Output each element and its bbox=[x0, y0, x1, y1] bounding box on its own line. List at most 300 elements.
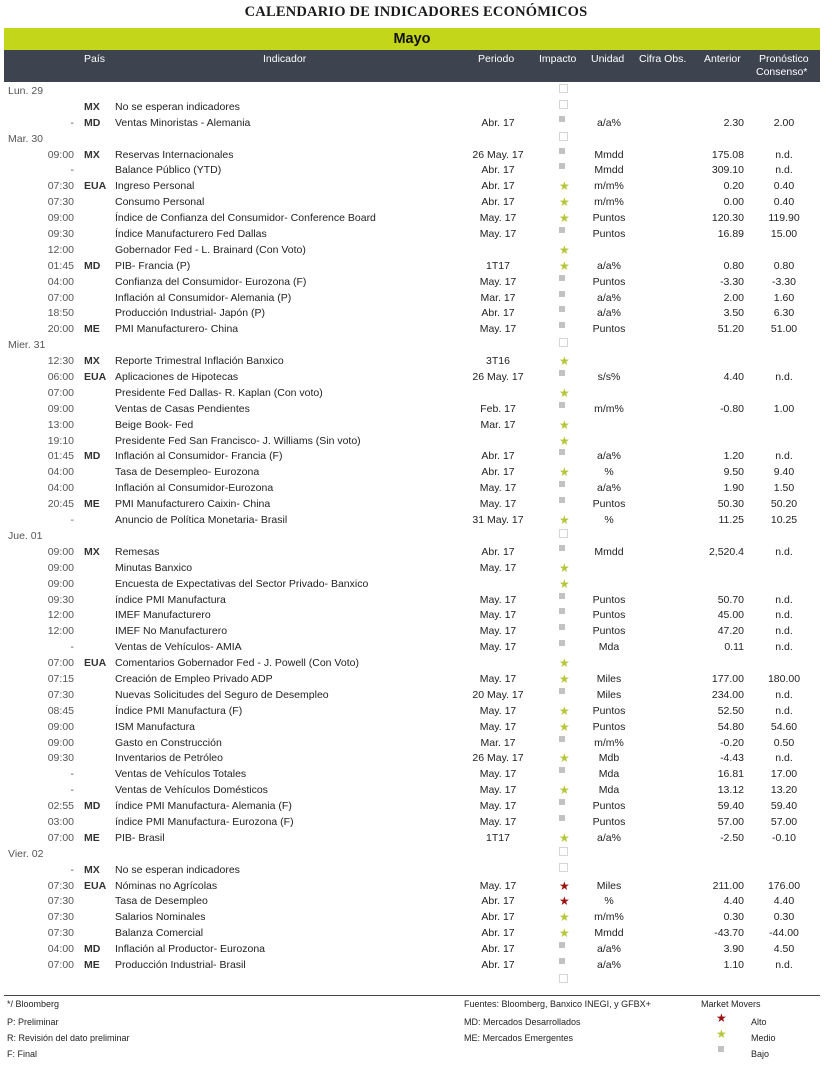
indicator-cell: No se esperan indicadores bbox=[115, 100, 240, 113]
table-row bbox=[0, 402, 832, 418]
forecast-cell: -3.30 bbox=[772, 275, 796, 288]
impact-low-square-icon bbox=[559, 449, 565, 455]
unit-cell: % bbox=[604, 514, 614, 527]
header-impacto: Impacto bbox=[539, 53, 577, 65]
impact-low-square-icon bbox=[559, 481, 565, 487]
previous-value-cell: -3.30 bbox=[720, 275, 744, 288]
table-row bbox=[0, 513, 832, 529]
period-cell: May. 17 bbox=[479, 482, 517, 495]
forecast-cell: 2.00 bbox=[773, 116, 795, 129]
indicator-cell: Balanza Comercial bbox=[115, 927, 204, 940]
header-anterior: Anterior bbox=[704, 53, 741, 65]
time-cell: 12:30 bbox=[47, 355, 74, 368]
impact-low-square-icon bbox=[559, 593, 565, 599]
table-row bbox=[0, 211, 832, 227]
forecast-cell: 57.00 bbox=[770, 815, 798, 828]
impact-low-square-icon bbox=[559, 815, 565, 821]
unit-cell: a/a% bbox=[597, 450, 621, 463]
impact-low-square-icon bbox=[559, 322, 565, 328]
country-cell: MX bbox=[84, 545, 100, 558]
indicator-cell: Ventas de Vehículos Domésticos bbox=[115, 784, 268, 797]
previous-value-cell: -2.50 bbox=[720, 831, 744, 844]
table-row bbox=[0, 370, 832, 386]
time-cell: 20:00 bbox=[47, 323, 74, 336]
time-cell: - bbox=[70, 116, 74, 129]
forecast-cell: n.d. bbox=[775, 958, 793, 971]
time-cell: 07:30 bbox=[47, 688, 74, 701]
impact-medium-star-icon: ★ bbox=[559, 671, 570, 686]
header-pronostico: Pronóstico bbox=[759, 53, 809, 65]
time-cell: 07:00 bbox=[47, 291, 74, 304]
indicator-cell: Ventas de Casas Pendientes bbox=[115, 402, 250, 415]
time-cell: 04:00 bbox=[47, 275, 74, 288]
table-row bbox=[0, 195, 832, 211]
country-cell: MD bbox=[84, 450, 101, 463]
impact-medium-star-icon: ★ bbox=[559, 719, 570, 734]
indicator-cell: No se esperan indicadores bbox=[115, 863, 240, 876]
time-cell: 07:30 bbox=[47, 196, 74, 209]
period-cell: Mar. 17 bbox=[480, 736, 516, 749]
unit-cell: Mda bbox=[598, 768, 620, 781]
period-cell: Abr. 17 bbox=[481, 164, 515, 177]
day-label: Mier. 31 bbox=[8, 339, 46, 352]
header-periodo: Periodo bbox=[478, 53, 515, 65]
country-cell: MD bbox=[84, 800, 101, 813]
impact-empty-box-icon bbox=[559, 132, 568, 141]
legend-medium-label: Medio bbox=[751, 1033, 776, 1043]
indicator-cell: Nóminas no Agrícolas bbox=[115, 879, 218, 892]
header-unidad: Unidad bbox=[591, 53, 625, 65]
previous-value-cell: 51.20 bbox=[717, 323, 744, 336]
footnote-final: F: Final bbox=[7, 1049, 38, 1059]
unit-cell: Puntos bbox=[592, 625, 626, 638]
impact-low-square-icon bbox=[559, 767, 565, 773]
time-cell: - bbox=[70, 784, 74, 797]
country-cell: ME bbox=[84, 323, 100, 336]
indicator-cell: Producción Industrial- Japón (P) bbox=[115, 307, 265, 320]
forecast-cell: 4.50 bbox=[773, 943, 795, 956]
period-cell: Mar. 17 bbox=[480, 418, 516, 431]
table-row bbox=[0, 831, 832, 847]
previous-value-cell: 59.40 bbox=[717, 800, 744, 813]
table-row bbox=[0, 751, 832, 767]
unit-cell: s/s% bbox=[597, 371, 621, 384]
time-cell: 07:30 bbox=[47, 911, 74, 924]
impact-medium-star-icon: ★ bbox=[559, 417, 570, 432]
previous-value-cell: 4.40 bbox=[723, 371, 744, 384]
table-row bbox=[0, 465, 832, 481]
impact-empty-box-icon bbox=[559, 338, 568, 347]
table-row bbox=[0, 767, 832, 783]
table-row bbox=[0, 497, 832, 513]
period-cell: May. 17 bbox=[479, 275, 517, 288]
time-cell: 19:10 bbox=[47, 434, 74, 447]
country-cell: EUA bbox=[84, 879, 107, 892]
table-row bbox=[0, 148, 832, 164]
indicator-cell: Consumo Personal bbox=[115, 196, 205, 209]
table-row bbox=[0, 306, 832, 322]
table-row bbox=[0, 926, 832, 942]
previous-value-cell: 3.50 bbox=[723, 307, 744, 320]
legend-low-square-icon bbox=[718, 1046, 724, 1052]
indicator-table bbox=[0, 84, 832, 990]
time-cell: - bbox=[70, 514, 74, 527]
table-row bbox=[0, 163, 832, 179]
country-cell: ME bbox=[84, 831, 100, 844]
day-header-row bbox=[0, 847, 832, 863]
indicator-cell: Confianza del Consumidor- Eurozona (F) bbox=[115, 275, 307, 288]
forecast-cell: 59.40 bbox=[770, 800, 798, 813]
header-consenso: Consenso* bbox=[756, 66, 808, 78]
indicator-cell: Índice PMI Manufactura (F) bbox=[115, 704, 243, 717]
previous-value-cell: 1.10 bbox=[723, 958, 744, 971]
indicator-cell: Anuncio de Política Monetaria- Brasil bbox=[115, 514, 288, 527]
impact-low-square-icon bbox=[559, 116, 565, 122]
forecast-cell: n.d. bbox=[775, 625, 793, 638]
previous-value-cell: 11.25 bbox=[718, 514, 744, 527]
impact-medium-star-icon: ★ bbox=[559, 560, 570, 575]
time-cell: 07:15 bbox=[47, 672, 74, 685]
impact-medium-star-icon: ★ bbox=[559, 910, 570, 925]
time-cell: 04:00 bbox=[47, 466, 74, 479]
forecast-cell: 13.20 bbox=[770, 784, 798, 797]
previous-value-cell: 54.80 bbox=[717, 720, 744, 733]
header-indicador: Indicador bbox=[263, 53, 307, 65]
impact-empty-box-icon bbox=[559, 974, 568, 983]
table-row bbox=[0, 608, 832, 624]
table-row bbox=[0, 434, 832, 450]
forecast-cell: n.d. bbox=[775, 593, 793, 606]
table-row bbox=[0, 815, 832, 831]
time-cell: 07:30 bbox=[47, 879, 74, 892]
forecast-cell: 0.30 bbox=[773, 911, 795, 924]
period-cell: 20 May. 17 bbox=[472, 688, 524, 701]
table-row bbox=[0, 243, 832, 259]
previous-value-cell: 16.89 bbox=[717, 228, 744, 241]
unit-cell: Mmdd bbox=[594, 927, 624, 940]
table-row bbox=[0, 736, 832, 752]
forecast-cell: 1.00 bbox=[773, 402, 795, 415]
impact-empty-box-icon bbox=[559, 863, 568, 872]
period-cell: Feb. 17 bbox=[480, 402, 516, 415]
table-row bbox=[0, 545, 832, 561]
table-row bbox=[0, 688, 832, 704]
time-cell: 12:00 bbox=[47, 609, 74, 622]
footer-divider bbox=[4, 995, 820, 996]
indicator-cell: Reporte Trimestral Inflación Banxico bbox=[115, 355, 284, 368]
indicator-cell: Producción Industrial- Brasil bbox=[115, 958, 246, 971]
previous-value-cell: 1.20 bbox=[723, 450, 744, 463]
unit-cell: Mdb bbox=[598, 752, 620, 765]
period-cell: Abr. 17 bbox=[481, 927, 515, 940]
unit-cell: Puntos bbox=[592, 609, 626, 622]
day-label: Jue. 01 bbox=[8, 529, 43, 542]
footnote-bloomberg: */ Bloomberg bbox=[7, 999, 60, 1009]
unit-cell: Mmdd bbox=[594, 148, 624, 161]
day-header-row bbox=[0, 84, 832, 100]
impact-low-square-icon bbox=[559, 163, 565, 169]
period-cell: May. 17 bbox=[479, 800, 517, 813]
time-cell: 07:00 bbox=[47, 657, 74, 670]
period-cell: Abr. 17 bbox=[481, 116, 515, 129]
day-header-row bbox=[0, 529, 832, 545]
previous-value-cell: 13.12 bbox=[717, 784, 744, 797]
impact-low-square-icon bbox=[559, 958, 565, 964]
period-cell: May. 17 bbox=[479, 768, 517, 781]
impact-medium-star-icon: ★ bbox=[559, 258, 570, 273]
unit-cell: Puntos bbox=[592, 275, 626, 288]
country-cell: MX bbox=[84, 355, 100, 368]
indicator-cell: Balance Público (YTD) bbox=[115, 164, 222, 177]
period-cell: 1T17 bbox=[486, 259, 510, 272]
forecast-cell: 10.25 bbox=[770, 514, 798, 527]
forecast-cell: -44.00 bbox=[769, 927, 799, 940]
unit-cell: a/a% bbox=[597, 307, 621, 320]
previous-value-cell: -43.70 bbox=[714, 927, 744, 940]
table-row bbox=[0, 704, 832, 720]
previous-value-cell: 0.30 bbox=[723, 911, 744, 924]
time-cell: 20:45 bbox=[47, 498, 74, 511]
impact-low-square-icon bbox=[559, 402, 565, 408]
table-row bbox=[0, 799, 832, 815]
table-row bbox=[0, 910, 832, 926]
header-cifra-obs: Cifra Obs. bbox=[639, 53, 687, 65]
footnote-revision: R: Revisión del dato preliminar bbox=[7, 1033, 130, 1043]
table-row bbox=[0, 958, 832, 974]
table-row bbox=[0, 640, 832, 656]
time-cell: 08:45 bbox=[47, 704, 74, 717]
forecast-cell: 54.60 bbox=[770, 720, 798, 733]
indicator-cell: Ventas Minoristas - Alemania bbox=[115, 116, 251, 129]
impact-medium-star-icon: ★ bbox=[559, 179, 570, 194]
impact-medium-star-icon: ★ bbox=[559, 385, 570, 400]
period-cell: May. 17 bbox=[479, 323, 517, 336]
country-cell: MX bbox=[84, 863, 100, 876]
day-label: Vier. 02 bbox=[8, 847, 44, 860]
period-cell: May. 17 bbox=[479, 625, 517, 638]
period-cell: May. 17 bbox=[479, 228, 517, 241]
day-label: Lun. 29 bbox=[8, 85, 44, 97]
time-cell: - bbox=[70, 641, 74, 654]
table-row bbox=[0, 672, 832, 688]
forecast-cell: n.d. bbox=[775, 148, 793, 161]
time-cell: 01:45 bbox=[47, 259, 74, 272]
unit-cell: Mda bbox=[598, 641, 620, 654]
table-row bbox=[0, 942, 832, 958]
impact-medium-star-icon: ★ bbox=[559, 576, 570, 591]
impact-empty-box-icon bbox=[559, 847, 568, 856]
table-row bbox=[0, 879, 832, 895]
indicator-cell: Ventas de Vehículos Totales bbox=[115, 768, 247, 781]
previous-value-cell: 175.08 bbox=[711, 148, 744, 161]
forecast-cell: n.d. bbox=[775, 688, 793, 701]
indicator-cell: IMEF Manufacturero bbox=[115, 609, 211, 622]
previous-value-cell: 2.30 bbox=[723, 116, 744, 129]
table-row bbox=[0, 894, 832, 910]
forecast-cell: 15.00 bbox=[770, 228, 798, 241]
unit-cell: Mmdd bbox=[594, 545, 624, 558]
forecast-cell: n.d. bbox=[775, 545, 793, 558]
table-row bbox=[0, 561, 832, 577]
impact-low-square-icon bbox=[559, 736, 565, 742]
forecast-cell: n.d. bbox=[775, 752, 793, 765]
forecast-cell: n.d. bbox=[775, 609, 793, 622]
country-cell: MX bbox=[84, 100, 100, 113]
time-cell: - bbox=[70, 863, 74, 876]
time-cell: 09:00 bbox=[47, 577, 74, 590]
unit-cell: m/m% bbox=[594, 402, 624, 415]
period-cell: May. 17 bbox=[479, 784, 517, 797]
footnote-preliminar: P: Preliminar bbox=[7, 1017, 59, 1027]
time-cell: 13:00 bbox=[47, 418, 74, 431]
period-cell: Abr. 17 bbox=[481, 466, 515, 479]
time-cell: 07:00 bbox=[47, 958, 74, 971]
day-label: Mar. 30 bbox=[8, 132, 44, 145]
forecast-cell: 17.00 bbox=[770, 768, 798, 781]
impact-low-square-icon bbox=[559, 799, 565, 805]
unit-cell: Puntos bbox=[592, 323, 626, 336]
legend-low-label: Bajo bbox=[751, 1049, 770, 1059]
unit-cell: Puntos bbox=[592, 212, 626, 225]
previous-value-cell: 50.70 bbox=[717, 593, 744, 606]
previous-value-cell: 0.00 bbox=[723, 196, 744, 209]
month-band: Mayo bbox=[4, 28, 820, 50]
previous-value-cell: 57.00 bbox=[717, 815, 744, 828]
table-row bbox=[0, 275, 832, 291]
indicator-cell: Inflación al Consumidor- Francia (F) bbox=[115, 450, 283, 463]
impact-medium-star-icon: ★ bbox=[559, 830, 570, 845]
forecast-cell: n.d. bbox=[775, 164, 793, 177]
unit-cell: Puntos bbox=[592, 720, 626, 733]
table-row bbox=[0, 418, 832, 434]
time-cell: 18:50 bbox=[47, 307, 74, 320]
indicator-cell: Inflación al Consumidor-Eurozona bbox=[115, 482, 274, 495]
table-row bbox=[0, 116, 832, 132]
period-cell: 3T16 bbox=[486, 355, 510, 368]
unit-cell: Mmdd bbox=[594, 164, 624, 177]
country-cell: MD bbox=[84, 116, 101, 129]
unit-cell: Puntos bbox=[592, 593, 626, 606]
table-row bbox=[0, 593, 832, 609]
time-cell: 09:30 bbox=[47, 752, 74, 765]
footnote-sources: Fuentes: Bloomberg, Banxico INEGI, y GFBX+ bbox=[464, 999, 651, 1009]
time-cell: 07:30 bbox=[47, 180, 74, 193]
table-row bbox=[0, 783, 832, 799]
country-cell: EUA bbox=[84, 657, 107, 670]
impact-low-square-icon bbox=[559, 275, 565, 281]
previous-value-cell: 211.00 bbox=[712, 879, 744, 892]
period-cell: Abr. 17 bbox=[481, 943, 515, 956]
period-cell: Abr. 17 bbox=[481, 545, 515, 558]
unit-cell: Miles bbox=[596, 672, 622, 685]
country-cell: MD bbox=[84, 943, 101, 956]
indicator-cell: Inflación al Productor- Eurozona bbox=[115, 943, 265, 956]
period-cell: Abr. 17 bbox=[481, 180, 515, 193]
previous-value-cell: 0.11 bbox=[724, 641, 744, 654]
previous-value-cell: 0.20 bbox=[723, 180, 744, 193]
impact-low-square-icon bbox=[559, 608, 565, 614]
forecast-cell: -0.10 bbox=[772, 831, 796, 844]
table-row bbox=[0, 656, 832, 672]
impact-medium-star-icon: ★ bbox=[559, 656, 570, 671]
time-cell: 09:30 bbox=[47, 228, 74, 241]
impact-low-square-icon bbox=[559, 497, 565, 503]
previous-value-cell: 16.81 bbox=[717, 768, 744, 781]
impact-low-square-icon bbox=[559, 624, 565, 630]
table-row bbox=[0, 259, 832, 275]
period-cell: 26 May. 17 bbox=[472, 752, 524, 765]
period-cell: 1T17 bbox=[486, 831, 510, 844]
indicator-cell: PIB- Francia (P) bbox=[115, 259, 191, 272]
unit-cell: Miles bbox=[596, 688, 622, 701]
forecast-cell: 180.00 bbox=[767, 672, 801, 685]
country-cell: EUA bbox=[84, 180, 107, 193]
legend-high-star-icon: ★ bbox=[716, 1011, 727, 1025]
time-cell: 09:00 bbox=[47, 545, 74, 558]
impact-high-star-icon: ★ bbox=[559, 878, 570, 893]
table-row bbox=[0, 179, 832, 195]
table-row bbox=[0, 227, 832, 243]
period-cell: May. 17 bbox=[479, 498, 517, 511]
time-cell: 03:00 bbox=[47, 815, 74, 828]
time-cell: 04:00 bbox=[47, 482, 74, 495]
unit-cell: Mda bbox=[598, 784, 620, 797]
forecast-cell: 0.40 bbox=[773, 196, 795, 209]
period-cell: May. 17 bbox=[479, 609, 517, 622]
unit-cell: % bbox=[604, 895, 614, 908]
unit-cell: a/a% bbox=[597, 116, 621, 129]
indicator-cell: PMI Manufacturero Caixin- China bbox=[115, 498, 271, 511]
impact-medium-star-icon: ★ bbox=[559, 195, 570, 210]
indicator-cell: Presidente Fed Dallas- R. Kaplan (Con voto) bbox=[115, 386, 323, 399]
impact-low-square-icon bbox=[559, 306, 565, 312]
indicator-cell: Minutas Banxico bbox=[115, 561, 193, 574]
indicator-cell: Creación de Empleo Privado ADP bbox=[115, 672, 273, 685]
impact-low-square-icon bbox=[559, 942, 565, 948]
period-cell: Abr. 17 bbox=[481, 911, 515, 924]
impact-empty-box-icon bbox=[559, 84, 568, 93]
period-cell: May. 17 bbox=[479, 561, 517, 574]
previous-value-cell: 52.50 bbox=[717, 704, 744, 717]
table-row bbox=[0, 974, 832, 990]
legend-medium-star-icon: ★ bbox=[716, 1027, 727, 1041]
indicator-cell: Inflación al Consumidor- Alemania (P) bbox=[115, 291, 292, 304]
period-cell: May. 17 bbox=[479, 212, 517, 225]
table-row bbox=[0, 720, 832, 736]
period-cell: May. 17 bbox=[479, 704, 517, 717]
table-row bbox=[0, 481, 832, 497]
time-cell: 09:00 bbox=[47, 736, 74, 749]
previous-value-cell: 120.30 bbox=[711, 212, 744, 225]
previous-value-cell: 0.80 bbox=[723, 259, 744, 272]
forecast-cell: 0.50 bbox=[773, 736, 795, 749]
time-cell: - bbox=[70, 164, 74, 177]
indicator-cell: ISM Manufactura bbox=[115, 720, 195, 733]
previous-value-cell: 50.30 bbox=[717, 498, 744, 511]
indicator-cell: IMEF No Manufacturero bbox=[115, 625, 228, 638]
previous-value-cell: 177.00 bbox=[711, 672, 744, 685]
impact-medium-star-icon: ★ bbox=[559, 926, 570, 941]
period-cell: Abr. 17 bbox=[481, 196, 515, 209]
forecast-cell: 51.00 bbox=[770, 323, 798, 336]
table-row bbox=[0, 386, 832, 402]
impact-low-square-icon bbox=[559, 370, 565, 376]
previous-value-cell: 1.90 bbox=[723, 482, 744, 495]
time-cell: 09:00 bbox=[47, 720, 74, 733]
indicator-cell: índice PMI Manufactura- Alemania (F) bbox=[115, 800, 292, 813]
impact-medium-star-icon: ★ bbox=[559, 703, 570, 718]
period-cell: 26 May. 17 bbox=[472, 148, 524, 161]
